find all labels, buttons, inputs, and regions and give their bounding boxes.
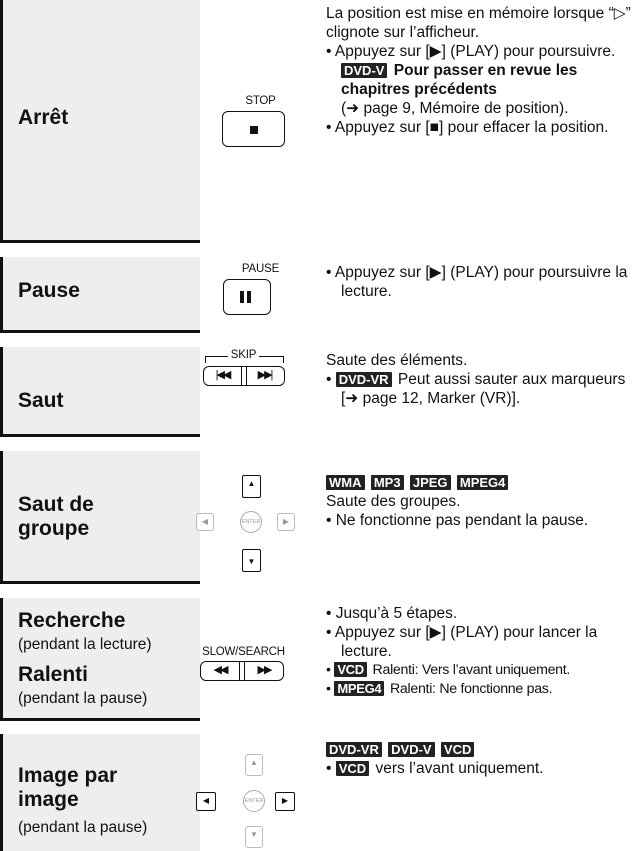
arrow-down-icon: ▼	[250, 830, 258, 839]
pause-button-label: PAUSE	[241, 263, 280, 275]
stop-button[interactable]	[222, 111, 285, 147]
bullet-item: • Appuyez sur [▶] (PLAY) pour poursuivre.	[326, 43, 616, 60]
row-stop	[0, 0, 637, 243]
skip-button-label: SKIP	[228, 349, 259, 361]
format-tag: MP3	[371, 475, 404, 490]
right-button[interactable]	[275, 792, 295, 811]
pause-control	[203, 257, 318, 333]
enter-button[interactable]: ENTER	[243, 790, 265, 812]
skip-next-icon[interactable]: ▶▶|	[257, 369, 272, 381]
row-label-panel	[0, 451, 200, 584]
row-title: Arrêt	[18, 106, 69, 129]
slow-search-button-label: SLOW/SEARCH	[202, 646, 285, 658]
arrow-left-icon: ◀	[202, 796, 210, 805]
bullet-item: • DVD-VR Peut aussi sauter aux marqueurs [➜ page 12, Marker (VR)].	[326, 371, 626, 407]
description-text: Saute des éléments.	[326, 352, 468, 369]
row-label-panel	[0, 347, 200, 437]
left-button[interactable]	[196, 792, 216, 811]
bullet-item: • VCD vers l’avant uniquement.	[326, 760, 544, 777]
bullet-text: Jusqu’à 5 étapes.	[335, 605, 458, 622]
left-button[interactable]	[196, 513, 214, 531]
bullet-text: Appuyez sur [▶] (PLAY) pour poursuivre.	[334, 43, 616, 60]
pause-button[interactable]	[223, 279, 271, 315]
bullet-text: Appuyez sur [■] pour effacer la position.	[334, 119, 609, 136]
stop-button-label: STOP	[245, 95, 276, 107]
arrow-right-icon: ▶	[282, 517, 290, 526]
format-tag: DVD-V	[388, 742, 434, 757]
row-description	[326, 604, 631, 699]
bullet-text: Appuyez sur [▶] (PLAY) pour lancer la lecture.	[334, 624, 598, 660]
bold-note: Pour passer en revue les chapitres précédents	[341, 62, 578, 98]
row-skip	[0, 347, 637, 437]
format-tag: MPEG4	[457, 475, 509, 490]
frame-control	[203, 734, 318, 851]
up-button[interactable]	[242, 475, 261, 498]
row-label-panel	[0, 257, 200, 333]
bullet-item: • VCD Ralenti: Vers l’avant uniquement.	[326, 662, 571, 678]
row-group-skip	[0, 451, 637, 584]
row-label-panel	[0, 0, 200, 243]
arrow-up-icon: ▲	[247, 479, 256, 488]
bullet-item: • Appuyez sur [▶] (PLAY) pour poursuivre la lecture.	[326, 264, 628, 300]
row-label-panel	[0, 598, 200, 721]
stop-square-icon	[250, 126, 258, 134]
right-button[interactable]	[277, 513, 295, 531]
stop-control	[203, 0, 318, 243]
up-button[interactable]	[245, 754, 263, 776]
row-title: Pause	[18, 279, 80, 302]
row-description	[326, 263, 631, 301]
row-pause	[0, 257, 637, 333]
format-tags	[326, 473, 631, 492]
row-description	[326, 473, 631, 530]
row-description	[326, 351, 631, 408]
format-tag: JPEG	[410, 475, 451, 490]
bullet-item: • MPEG4 Ralenti: Ne fonctionne pas.	[326, 681, 553, 697]
bullet-text: Ne fonctionne pas pendant la pause.	[335, 512, 589, 529]
rewind-icon[interactable]: ◀◀	[213, 664, 227, 676]
bullet-text: Ralenti: Vers l’avant uniquement.	[372, 662, 571, 678]
bullet-item: • Ne fonctionne pas pendant la pause.	[326, 512, 589, 529]
description-text: Saute des groupes.	[326, 493, 461, 510]
arrow-left-icon: ◀	[201, 517, 209, 526]
group-skip-control	[203, 451, 318, 584]
format-tag: DVD-VR	[326, 742, 382, 757]
pause-bars-icon	[240, 291, 252, 303]
dvdv-note	[326, 61, 631, 99]
format-tag: DVD-VR	[336, 372, 392, 387]
arrow-down-icon: ▼	[247, 557, 256, 566]
format-tag: VCD	[336, 761, 369, 776]
description-text: La position est mise en mémoire lorsque “▷” clignote sur l’afficheur.	[326, 5, 631, 41]
format-tag: VCD	[334, 662, 367, 677]
row-frame-by-frame	[0, 734, 637, 851]
arrow-up-icon: ▲	[250, 758, 258, 767]
page-reference: (➜ page 9, Mémoire de position).	[341, 100, 569, 117]
skip-control	[203, 347, 318, 437]
row-search-slow	[0, 598, 637, 721]
row-title: Image par image	[18, 764, 118, 811]
bullet-text: Peut aussi sauter aux marqueurs [➜ page 12, Marker (VR)].	[341, 371, 626, 407]
enter-button[interactable]: ENTER	[240, 511, 262, 533]
skip-previous-icon[interactable]: |◀◀	[215, 369, 230, 381]
row-title: Saut de groupe	[18, 493, 94, 540]
down-button[interactable]	[245, 826, 263, 848]
row-title-2: Ralenti	[18, 663, 89, 686]
slow-search-control	[203, 598, 318, 721]
format-tags	[326, 740, 631, 759]
skip-label-wrap	[186, 349, 301, 361]
skip-button-pair	[203, 366, 285, 386]
bullet-text: Appuyez sur [▶] (PLAY) pour poursuivre la lecture.	[334, 264, 628, 300]
down-button[interactable]	[242, 549, 261, 572]
bullet-item: • Appuyez sur [■] pour effacer la position.	[326, 119, 609, 136]
bullet-text: vers l’avant uniquement.	[375, 760, 544, 777]
format-tag: DVD-V	[341, 63, 387, 78]
bullet-item: • Jusqu’à 5 étapes.	[326, 605, 458, 622]
slow-search-button-pair	[200, 661, 284, 681]
row-label-panel	[0, 734, 200, 851]
row-subtitle: (pendant la pause)	[18, 819, 148, 836]
fast-forward-icon[interactable]: ▶▶	[257, 664, 271, 676]
arrow-right-icon: ▶	[281, 796, 289, 805]
format-tag: WMA	[326, 475, 365, 490]
row-description	[326, 740, 631, 778]
format-tag: MPEG4	[334, 681, 384, 696]
row-description	[326, 4, 631, 137]
format-tag: VCD	[441, 742, 474, 757]
row-subtitle: (pendant la lecture)	[18, 636, 152, 653]
row-title: Recherche	[18, 609, 126, 632]
row-subtitle-2: (pendant la pause)	[18, 690, 148, 707]
row-title: Saut	[18, 389, 64, 412]
bullet-text: Ralenti: Ne fonctionne pas.	[389, 681, 553, 697]
bullet-item: • Appuyez sur [▶] (PLAY) pour lancer la lecture.	[326, 624, 598, 660]
